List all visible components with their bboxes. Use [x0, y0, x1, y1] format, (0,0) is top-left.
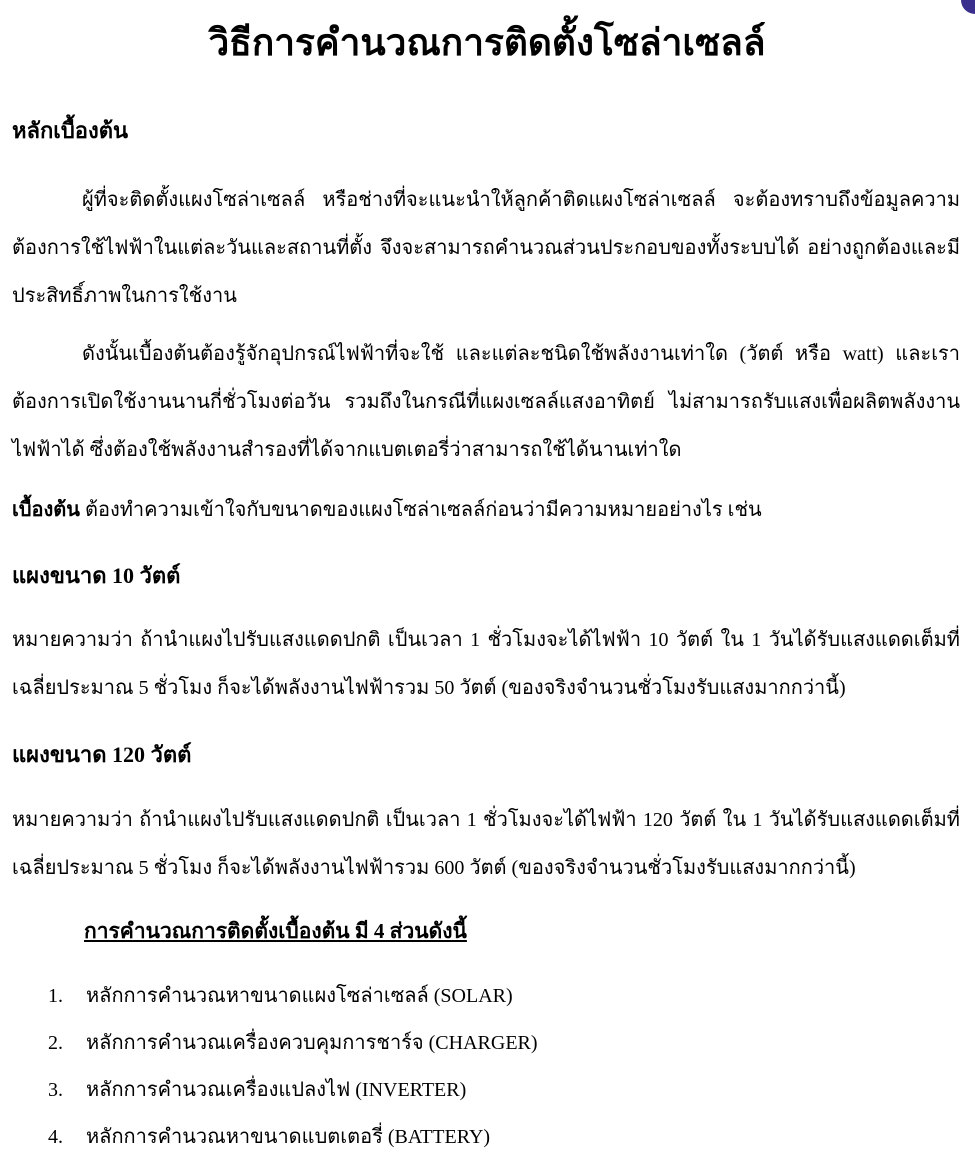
calculation-steps-list	[48, 976, 538, 1164]
list-item-text: หลักการคำนวณเครื่องควบคุมการชาร์จ (CHARGER)	[86, 1032, 538, 1054]
paragraph-devices	[12, 330, 960, 474]
paragraph-devices-text: ดังนั้นเบื้องต้นต้องรู้จักอุปกรณ์ไฟฟ้าที่จะใช้ และแต่ละชนิดใช้พลังงานเท่าใด (วัตต์ หรือ watt) และเราต้องการเปิดใช้งานนานกี่ชั่วโมงต่อวัน รวมถึงในกรณีที่แผงเซลล์แสงอาทิตย์ ไม่สามารถรับแสงเพื่อผลิตพลังงานไฟฟ้าได้ ซึ่งต้องใช้พลังงานสำรองที่ได้จากแบตเตอรี่ว่าสามารถใช้ได้นานเท่าใด	[12, 343, 960, 461]
paragraph-panel-size-intro	[12, 486, 960, 534]
list-item-number: 4.	[48, 1126, 63, 1148]
list-item-text: หลักการคำนวณเครื่องแปลงไฟ (INVERTER)	[86, 1079, 467, 1101]
list-item	[48, 976, 538, 1023]
list-item	[48, 1117, 538, 1164]
paragraph-lead-word: เบื้องต้น	[12, 499, 80, 521]
corner-decoration	[961, 0, 975, 14]
panel-10w-text: หมายความว่า ถ้านำแผงไปรับแสงแดดปกติ เป็นเวลา 1 ชั่วโมงจะได้ไฟฟ้า 10 วัตต์ ใน 1 วันได้รับแสงแดดเต็มที่เฉลี่ยประมาณ 5 ชั่วโมง ก็จะได้พลังงานไฟฟ้ารวม 50 วัตต์ (ของจริงจำนวนชั่วโมงรับแสงมากกว่านี้)	[12, 629, 960, 699]
paragraph-requirements-text: ผู้ที่จะติดตั้งแผงโซล่าเซลล์ หรือช่างที่จะแนะนำให้ลูกค้าติดแผงโซล่าเซลล์ จะต้องทราบถึงข้อมูลความต้องการใช้ไฟฟ้าในแต่ละวันและสถานที่ตั้ง จึงจะสามารถคำนวณส่วนประกอบของทั้งระบบได้ อย่างถูกต้องและมีประสิทธิ์ภาพในการใช้งาน	[12, 189, 960, 307]
panel-120w-heading: แผงขนาด 120 วัตต์	[12, 742, 192, 767]
paragraph-requirements	[12, 176, 960, 320]
principle-heading: หลักเบื้องต้น	[12, 118, 129, 143]
list-item-text: หลักการคำนวณหาขนาดแผงโซล่าเซลล์ (SOLAR)	[86, 985, 513, 1007]
list-item	[48, 1023, 538, 1070]
calculation-heading: การคำนวณการติดตั้งเบื้องต้น มี 4 ส่วนดังนี้	[84, 919, 467, 943]
list-item-number: 2.	[48, 1032, 63, 1054]
panel-10w-heading: แผงขนาด 10 วัตต์	[12, 563, 181, 588]
panel-120w-text: หมายความว่า ถ้านำแผงไปรับแสงแดดปกติ เป็นเวลา 1 ชั่วโมงจะได้ไฟฟ้า 120 วัตต์ ใน 1 วันได้รับแสงแดดเต็มที่เฉลี่ยประมาณ 5 ชั่วโมง ก็จะได้พลังงานไฟฟ้ารวม 600 วัตต์ (ของจริงจำนวนชั่วโมงรับแสงมากกว่านี้)	[12, 809, 960, 879]
list-item-number: 1.	[48, 985, 63, 1007]
document-page	[12, 0, 962, 1148]
page-title: วิธีการคำนวณการติดตั้งโซล่าเซลล์	[208, 23, 766, 64]
list-item-number: 3.	[48, 1079, 63, 1101]
paragraph-panel-size-intro-text: ต้องทำความเข้าใจกับขนาดของแผงโซล่าเซลล์ก่อนว่ามีความหมายอย่างไร เช่น	[79, 499, 762, 521]
list-item-text: หลักการคำนวณหาขนาดแบตเตอรี่ (BATTERY)	[86, 1126, 491, 1148]
list-item	[48, 1070, 538, 1117]
